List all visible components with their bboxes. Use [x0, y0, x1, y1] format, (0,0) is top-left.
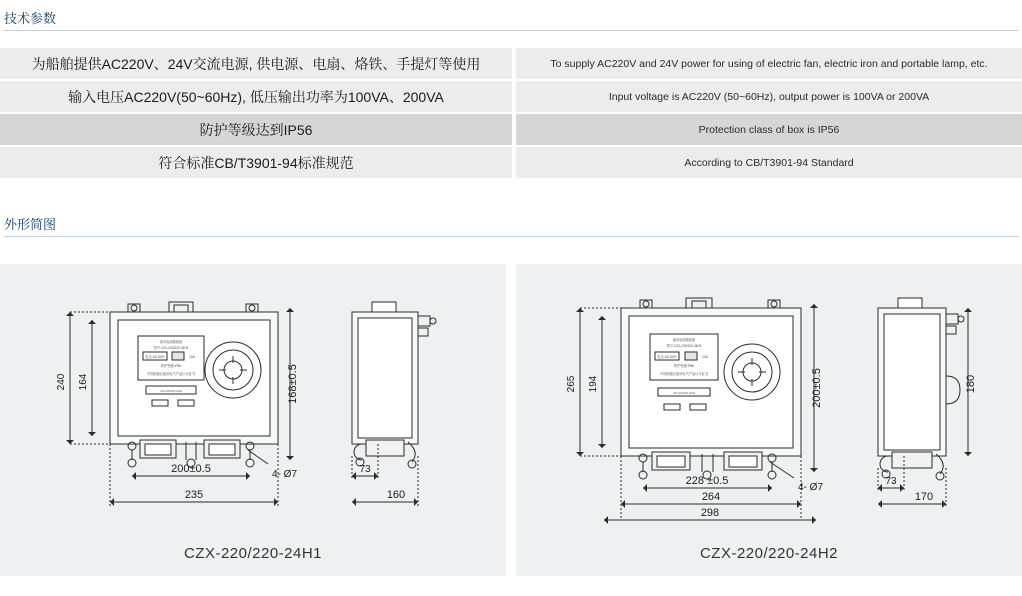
dim-depth-mount: 200±0.5	[811, 368, 823, 408]
svg-text:防护等级 IP56: 防护等级 IP56	[160, 364, 182, 368]
table-row	[0, 147, 1022, 178]
side-dim-h: 180	[965, 374, 977, 394]
drawing-right-caption: CZX-220/220-24H2	[699, 545, 839, 562]
dim-width-mount: 228 ±0.5	[685, 475, 729, 487]
drawing-panel-right	[516, 264, 1022, 576]
svg-text:电压 AC220V: 电压 AC220V	[145, 355, 165, 359]
svg-text:10A: 10A	[189, 355, 195, 359]
svg-text:防护等级 IP56: 防护等级 IP56	[673, 364, 695, 368]
svg-text:10A: 10A	[702, 355, 708, 359]
side-dim-b: 160	[386, 489, 406, 501]
svg-text:中国船级社船用电气产品认可证书: 中国船级社船用电气产品认可证书	[660, 372, 708, 376]
dim-depth-mount: 168±0.5	[287, 364, 299, 404]
hole-note: 4- Ø7	[272, 469, 298, 480]
table-row	[0, 48, 1022, 79]
dim-height-inner: 164	[78, 373, 89, 391]
section-title-outline: 外形简图	[4, 217, 57, 232]
drawing-panel-left	[0, 264, 506, 576]
spec-cell-en: Input voltage is AC220V (50~60Hz), output power is 100VA or 200VA	[516, 81, 1022, 112]
drawing-left-caption: CZX-220/220-24H1	[183, 545, 323, 562]
table-row	[0, 114, 1022, 145]
dim-width-mount: 200±0.5	[171, 463, 211, 475]
svg-text:型号 CZX-220/220-24H2: 型号 CZX-220/220-24H2	[666, 344, 702, 348]
hole-note: 4- Ø7	[798, 482, 824, 493]
svg-text:中国船级社船用电气产品认可证书: 中国船级社船用电气产品认可证书	[147, 372, 195, 376]
table-row	[0, 81, 1022, 112]
spec-cell-cn: 为船舶提供AC220V、24V交流电源, 供电源、电扇、烙铁、手提灯等使用	[0, 48, 512, 79]
dim-height-outer: 240	[56, 373, 67, 391]
spec-cell-en: Protection class of box is IP56	[516, 114, 1022, 145]
side-dim-b: 170	[914, 491, 934, 503]
svg-text:船用电源插座箱: 船用电源插座箱	[159, 340, 183, 344]
dim-width-outer: 298	[700, 507, 720, 519]
dim-height-outer: 265	[566, 375, 577, 393]
svg-text:型号 CZX-220/220-24H1: 型号 CZX-220/220-24H1	[153, 346, 189, 350]
svg-text:CZX-220/220-24H2: CZX-220/220-24H2	[672, 392, 696, 395]
dim-width-outer: 235	[184, 489, 204, 501]
spec-cell-cn: 输入电压AC220V(50~60Hz), 低压输出功率为100VA、200VA	[0, 81, 512, 112]
outline-drawings	[0, 264, 1022, 576]
drawing-left-svg	[0, 264, 506, 534]
dim-width-mid: 264	[701, 491, 721, 503]
spec-cell-cn: 符合标准CB/T3901-94标准规范	[0, 147, 512, 178]
spec-cell-cn: 防护等级达到IP56	[0, 114, 512, 145]
side-dim-a: 73	[885, 476, 897, 487]
side-dim-a: 73	[359, 464, 371, 475]
spec-cell-en: To supply AC220V and 24V power for using of electric fan, electric iron and portable lamp, etc.	[516, 48, 1022, 79]
section-title-tech: 技术参数	[4, 11, 57, 26]
svg-text:船用电源插座箱: 船用电源插座箱	[672, 338, 696, 342]
spec-table	[0, 48, 1022, 180]
spec-cell-en: According to CB/T3901-94 Standard	[516, 147, 1022, 178]
dim-height-inner: 194	[588, 375, 599, 393]
drawing-right-svg	[516, 264, 1022, 534]
section-rule-tech	[4, 30, 1018, 31]
svg-text:CZX-220/220-24H1: CZX-220/220-24H1	[159, 390, 183, 393]
svg-text:电压 AC220V: 电压 AC220V	[657, 355, 677, 359]
section-rule-outline	[4, 236, 1018, 237]
